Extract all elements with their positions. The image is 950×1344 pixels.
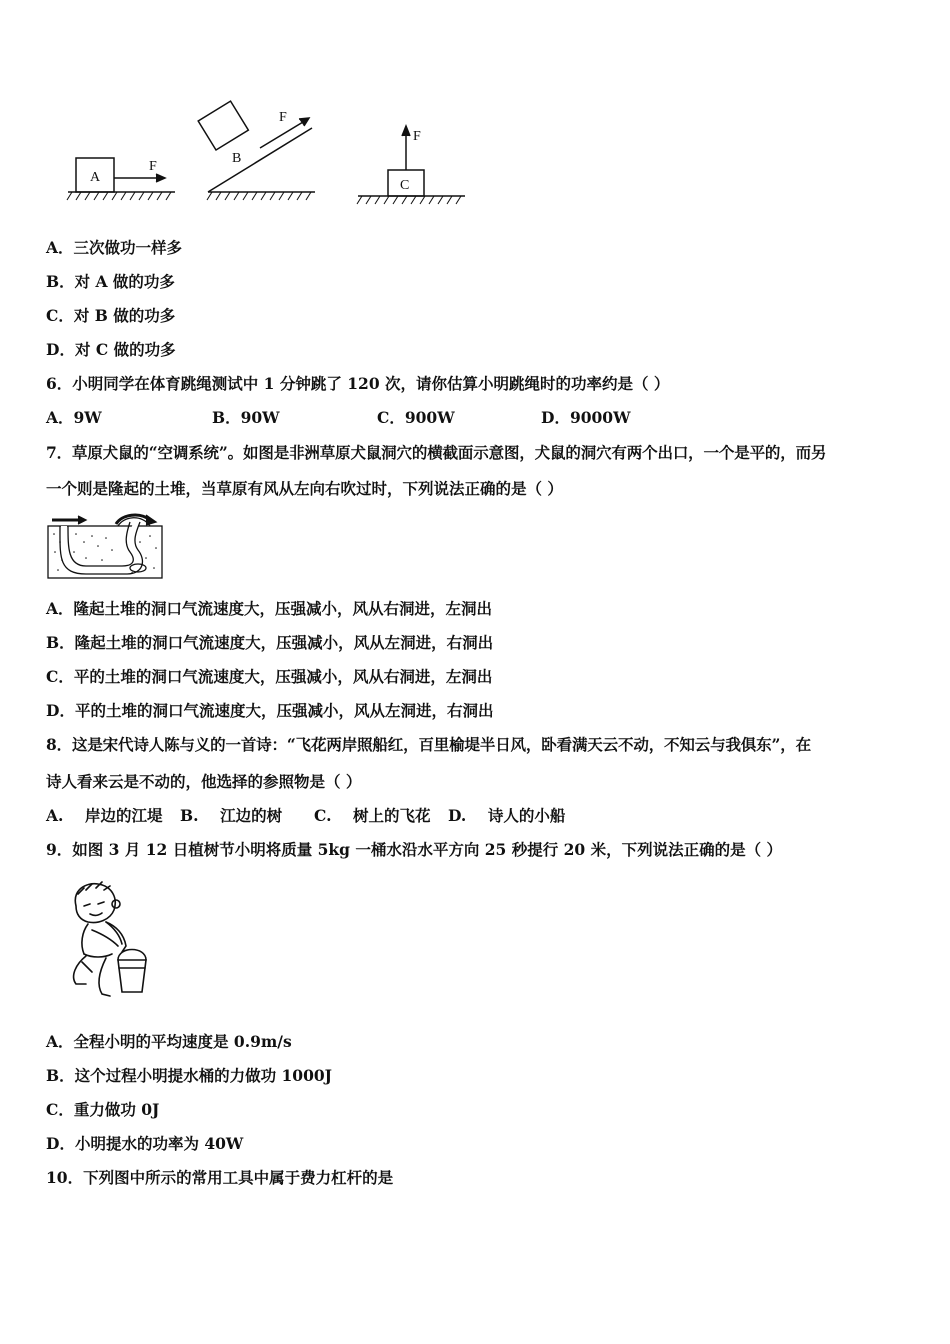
q7-option-b[interactable]: B．隆起土堆的洞口气流速度大，压强减小，风从左洞进，右洞出 [46,633,494,652]
q6-option-d[interactable]: D．9000W [541,408,631,427]
label-force-a: F [149,159,157,174]
q8-option-d[interactable]: D. 诗人的小船 [448,806,566,825]
label-c: C [400,178,410,193]
q7-stem-line2: 一个则是隆起的土堆，当草原有风从左向右吹过时，下列说法正确的是（ ） [46,479,563,498]
q6-stem: 6．小明同学在体育跳绳测试中 1 分钟跳了 120 次，请你估算小明跳绳时的功率约是（ ） [46,374,670,393]
label-force-c: F [413,129,421,144]
force-diagram [0,0,950,215]
q7-option-c[interactable]: C．平的土堆的洞口气流速度大，压强减小，风从右洞进，左洞出 [46,667,493,686]
q7-option-a[interactable]: A．隆起土堆的洞口气流速度大，压强减小，风从右洞进，左洞出 [46,599,493,618]
q7-stem-line1: 7．草原犬鼠的“空调系统”。如图是非洲草原犬鼠洞穴的横截面示意图，犬鼠的洞穴有两个出口，一个是平的，而另 [46,443,827,462]
q7-option-d[interactable]: D．平的土堆的洞口气流速度大，压强减小，风从左洞进，右洞出 [46,701,494,720]
q6-option-c[interactable]: C．900W [377,408,455,427]
q9-option-c[interactable]: C．重力做功 0J [46,1100,160,1119]
label-force-b: F [279,110,287,125]
q9-stem: 9．如图 3 月 12 日植树节小明将质量 5kg 一桶水沿水平方向 25 秒提行 20 米，下列说法正确的是（ ） [46,840,783,859]
q8-stem-line1: 8．这是宋代诗人陈与义的一首诗：“飞花两岸照船红，百里榆堤半日风，卧看满天云不动，不知云与我俱东”，在 [46,735,811,754]
q9-option-a[interactable]: A．全程小明的平均速度是 0.9m/s [46,1032,292,1051]
q8-option-c[interactable]: C. 树上的飞花 [314,806,431,825]
q5-option-d[interactable]: D．对 C 做的功多 [46,340,176,359]
box-b [198,101,248,150]
q9-option-d[interactable]: D．小明提水的功率为 40W [46,1134,244,1153]
q10-stem: 10．下列图中所示的常用工具中属于费力杠杆的是 [46,1168,394,1187]
label-a: A [90,170,101,185]
q6-option-b[interactable]: B．90W [212,408,280,427]
q6-option-a[interactable]: A．9W [46,408,102,427]
q5-option-a[interactable]: A．三次做功一样多 [46,238,183,257]
q8-option-a[interactable]: A. 岸边的江堤 [46,806,163,825]
q5-option-c[interactable]: C．对 B 做的功多 [46,306,176,325]
q8-option-b[interactable]: B. 江边的树 [180,806,283,825]
boy-carrying-bucket-illustration [62,880,157,1005]
q5-option-b[interactable]: B．对 A 做的功多 [46,272,175,291]
q8-stem-line2: 诗人看来云是不动的，他选择的参照物是（ ） [46,772,362,791]
label-b: B [232,151,242,166]
burrow-diagram [46,512,166,582]
q9-option-b[interactable]: B．这个过程小明提水桶的力做功 1000J [46,1066,332,1085]
